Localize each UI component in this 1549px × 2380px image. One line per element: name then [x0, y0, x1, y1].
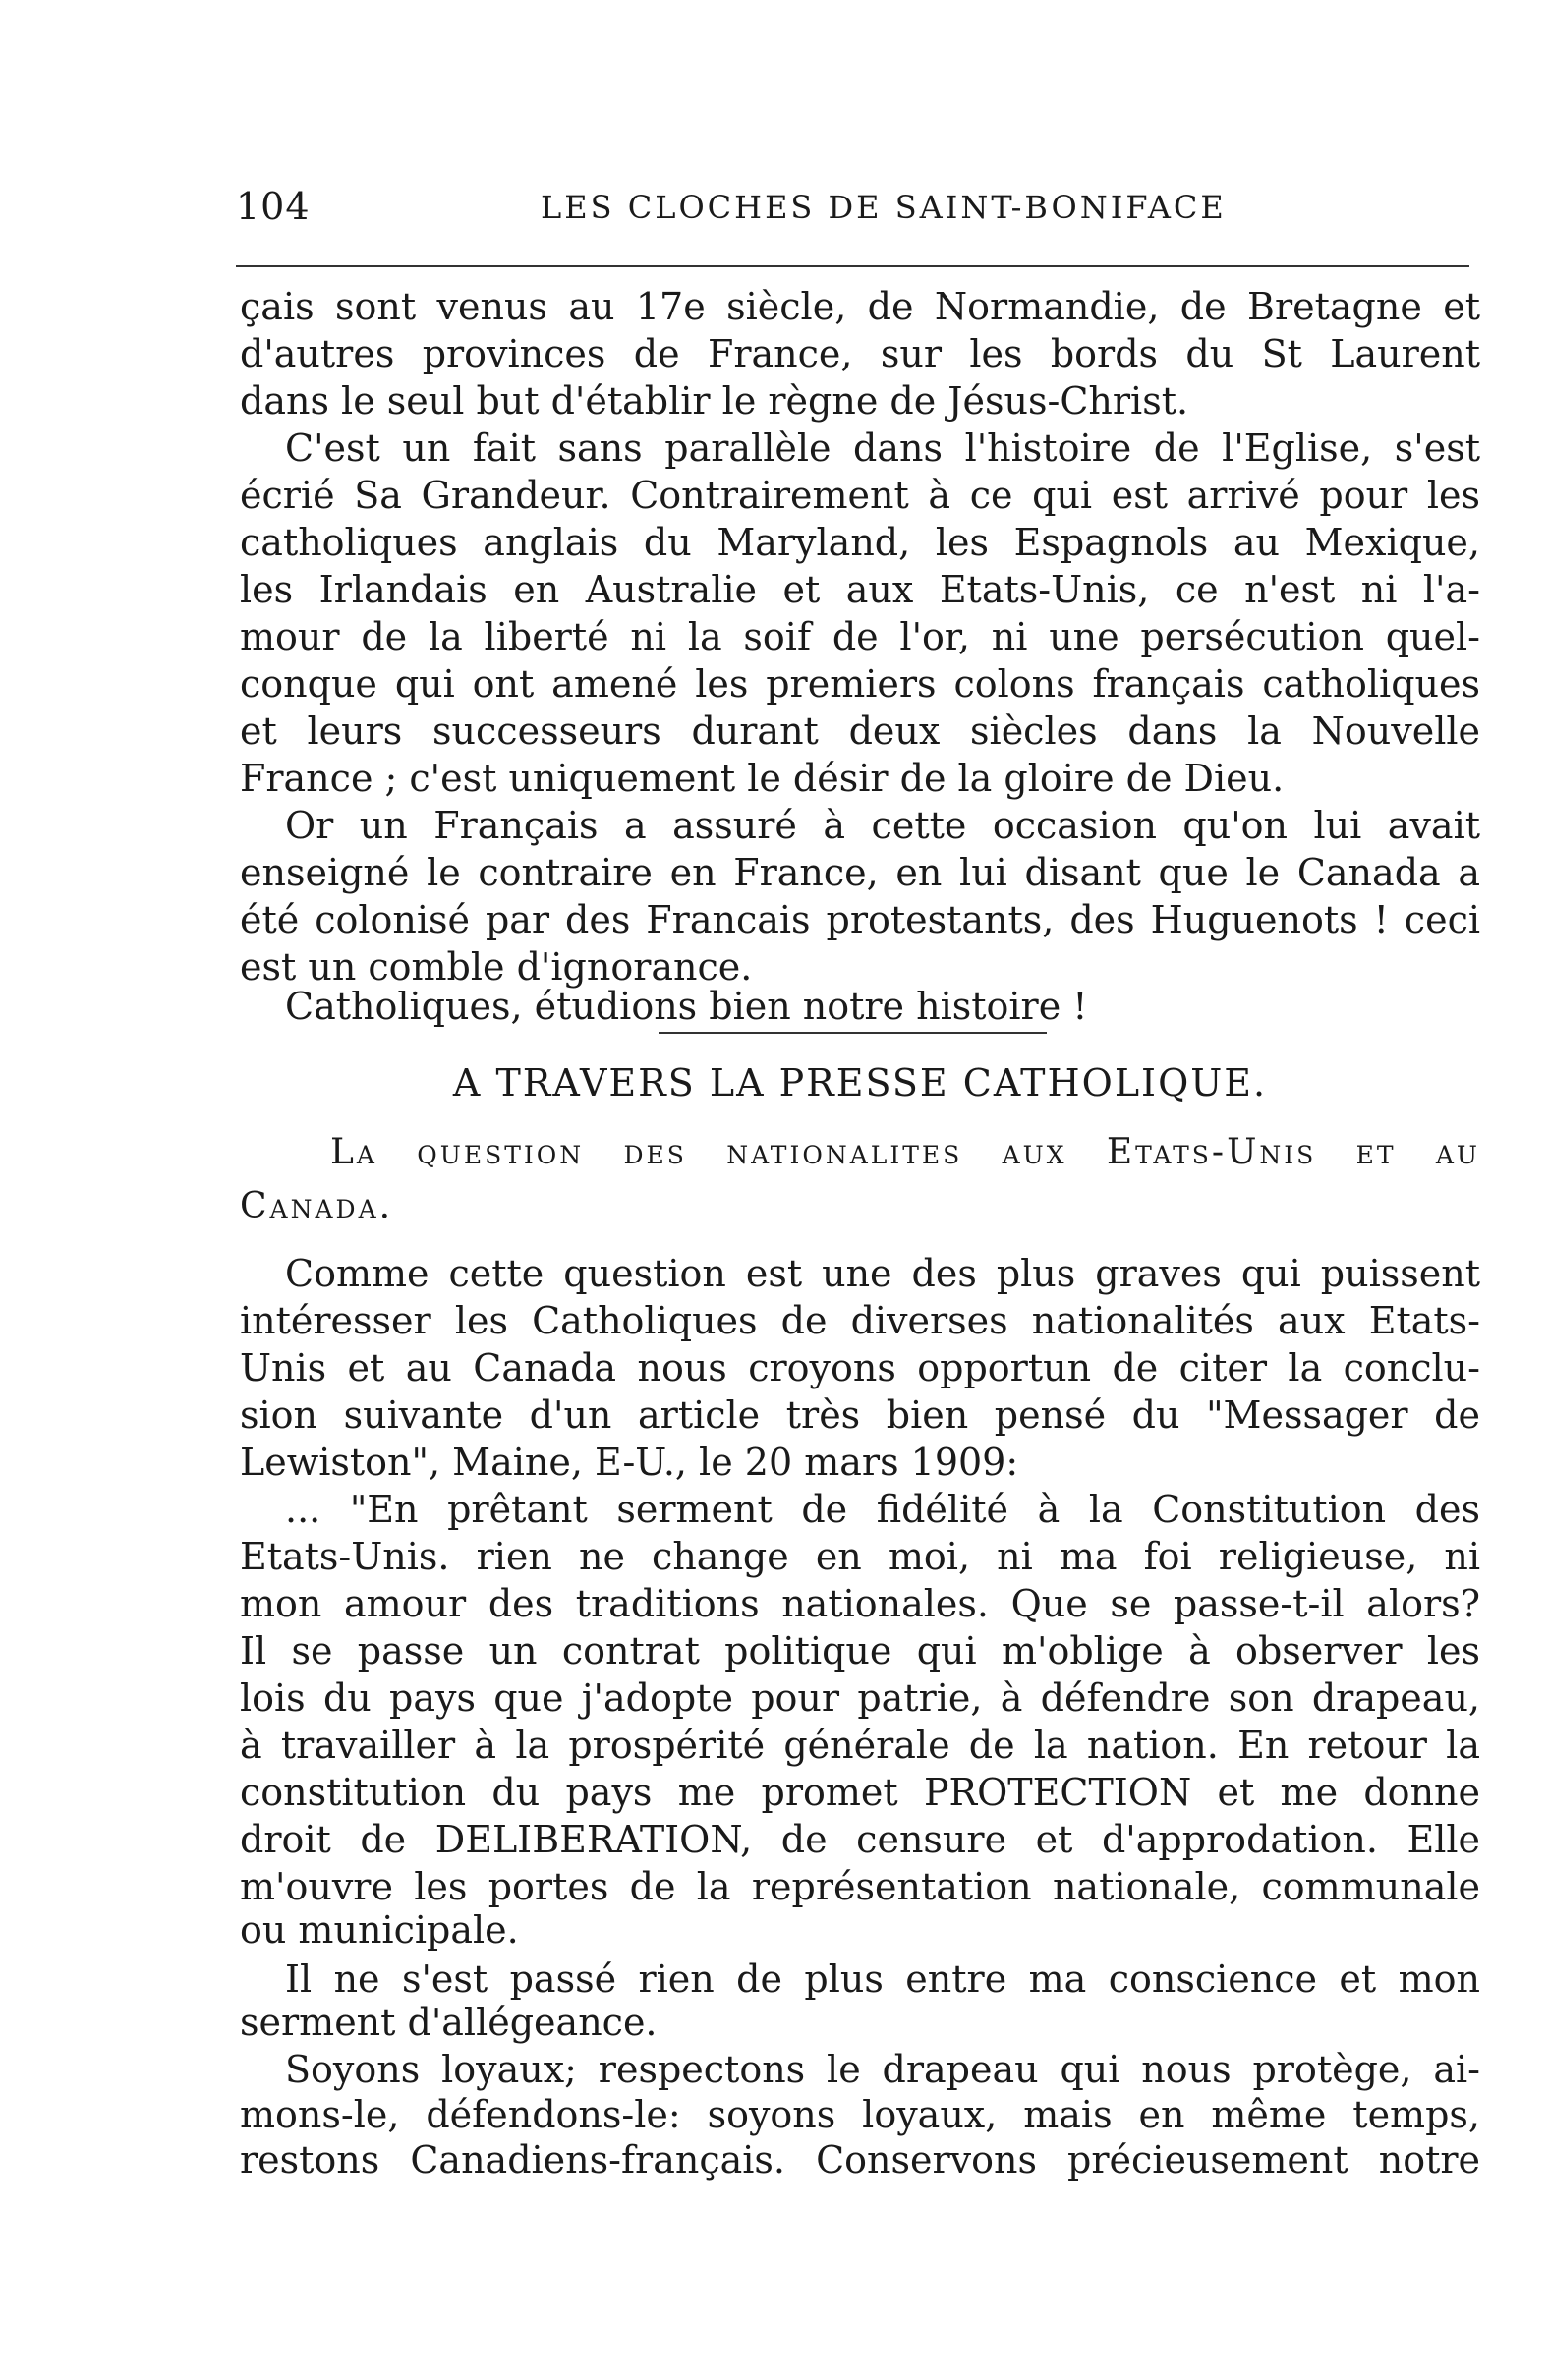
text-line: Comme cette question est une des plus graves qui puissent [285, 1252, 1480, 1295]
text-line: Soyons loyaux; respectons le drapeau qui nous protège, ai- [285, 2048, 1480, 2091]
text-line: mon amour des traditions nationales. Que se passe-t-il alors? [240, 1582, 1480, 1625]
text-line: est un comble d'ignorance. [240, 945, 753, 989]
page-number: 104 [236, 185, 311, 228]
text-line: Lewiston", Maine, E-U., le 20 mars 1909: [240, 1441, 1019, 1484]
text-line: mour de la liberté ni la soif de l'or, ni une persécution quel- [240, 615, 1480, 658]
text-line: été colonisé par des Francais protestants, des Huguenots ! ceci [240, 898, 1480, 941]
text-line: restons Canadiens-français. Conservons précieusement notre [240, 2138, 1480, 2182]
running-title: LES CLOCHES DE SAINT-BONIFACE [541, 189, 1227, 226]
text-line: écrié Sa Grandeur. Contrairement à ce qui est arrivé pour les [240, 474, 1480, 517]
text-line: dans le seul but d'établir le règne de Jésus-Christ. [240, 379, 1189, 423]
text-line: Unis et au Canada nous croyons opportun de citer la conclu- [240, 1346, 1480, 1389]
section-subtitle-continued: Canada. [240, 1186, 394, 1226]
section-rule [659, 1032, 1047, 1034]
text-line: sion suivante d'un article très bien pensé du "Messager de [240, 1393, 1480, 1437]
page-header [236, 185, 1474, 234]
text-line: d'autres provinces de France, sur les bords du St Laurent [240, 332, 1480, 375]
text-line: et leurs successeurs durant deux siècles dans la Nouvelle [240, 709, 1480, 753]
text-line: serment d'allégeance. [240, 2001, 658, 2044]
text-line: C'est un fait sans parallèle dans l'histoire de l'Eglise, s'est [285, 426, 1480, 470]
text-line: droit de DELIBERATION, de censure et d'approdation. Elle [240, 1818, 1480, 1861]
text-line: Il ne s'est passé rien de plus entre ma conscience et mon [285, 1957, 1480, 2001]
text-line: Or un Français a assuré à cette occasion qu'on lui avait [285, 804, 1480, 847]
text-line: intéresser les Catholiques de diverses nationalités aux Etats- [240, 1299, 1480, 1342]
text-line: Catholiques, étudions bien notre histoire ! [285, 985, 1088, 1028]
text-line: Il se passe un contrat politique qui m'oblige à observer les [240, 1629, 1480, 1672]
text-line: ou municipale. [240, 1908, 519, 1952]
text-line: constitution du pays me promet PROTECTION et me donne [240, 1771, 1480, 1814]
section-title: A TRAVERS LA PRESSE CATHOLIQUE. [452, 1061, 1268, 1105]
section-subtitle: La question des nationalites aux Etats-Unis et au [330, 1132, 1480, 1172]
text-line: Etats-Unis. rien ne change en moi, ni ma foi religieuse, ni [240, 1535, 1480, 1578]
text-line: catholiques anglais du Maryland, les Espagnols au Mexique, [240, 521, 1480, 564]
text-line: çais sont venus au 17e siècle, de Normandie, de Bretagne et [240, 285, 1480, 328]
text-line: conque qui ont amené les premiers colons français catholiques [240, 662, 1480, 706]
text-line: ... "En prêtant serment de fidélité à la Constitution des [285, 1488, 1480, 1531]
text-line: France ; c'est uniquement le désir de la gloire de Dieu. [240, 757, 1285, 800]
text-line: les Irlandais en Australie et aux Etats-Unis, ce n'est ni l'a- [240, 568, 1480, 611]
text-line: lois du pays que j'adopte pour patrie, à défendre son drapeau, [240, 1676, 1480, 1720]
header-rule [236, 265, 1469, 267]
text-line: m'ouvre les portes de la représentation nationale, communale [240, 1865, 1480, 1908]
text-line: mons-le, défendons-le: soyons loyaux, mais en même temps, [240, 2093, 1480, 2136]
text-line: enseigné le contraire en France, en lui disant que le Canada a [240, 851, 1480, 894]
text-line: à travailler à la prospérité générale de la nation. En retour la [240, 1724, 1480, 1767]
